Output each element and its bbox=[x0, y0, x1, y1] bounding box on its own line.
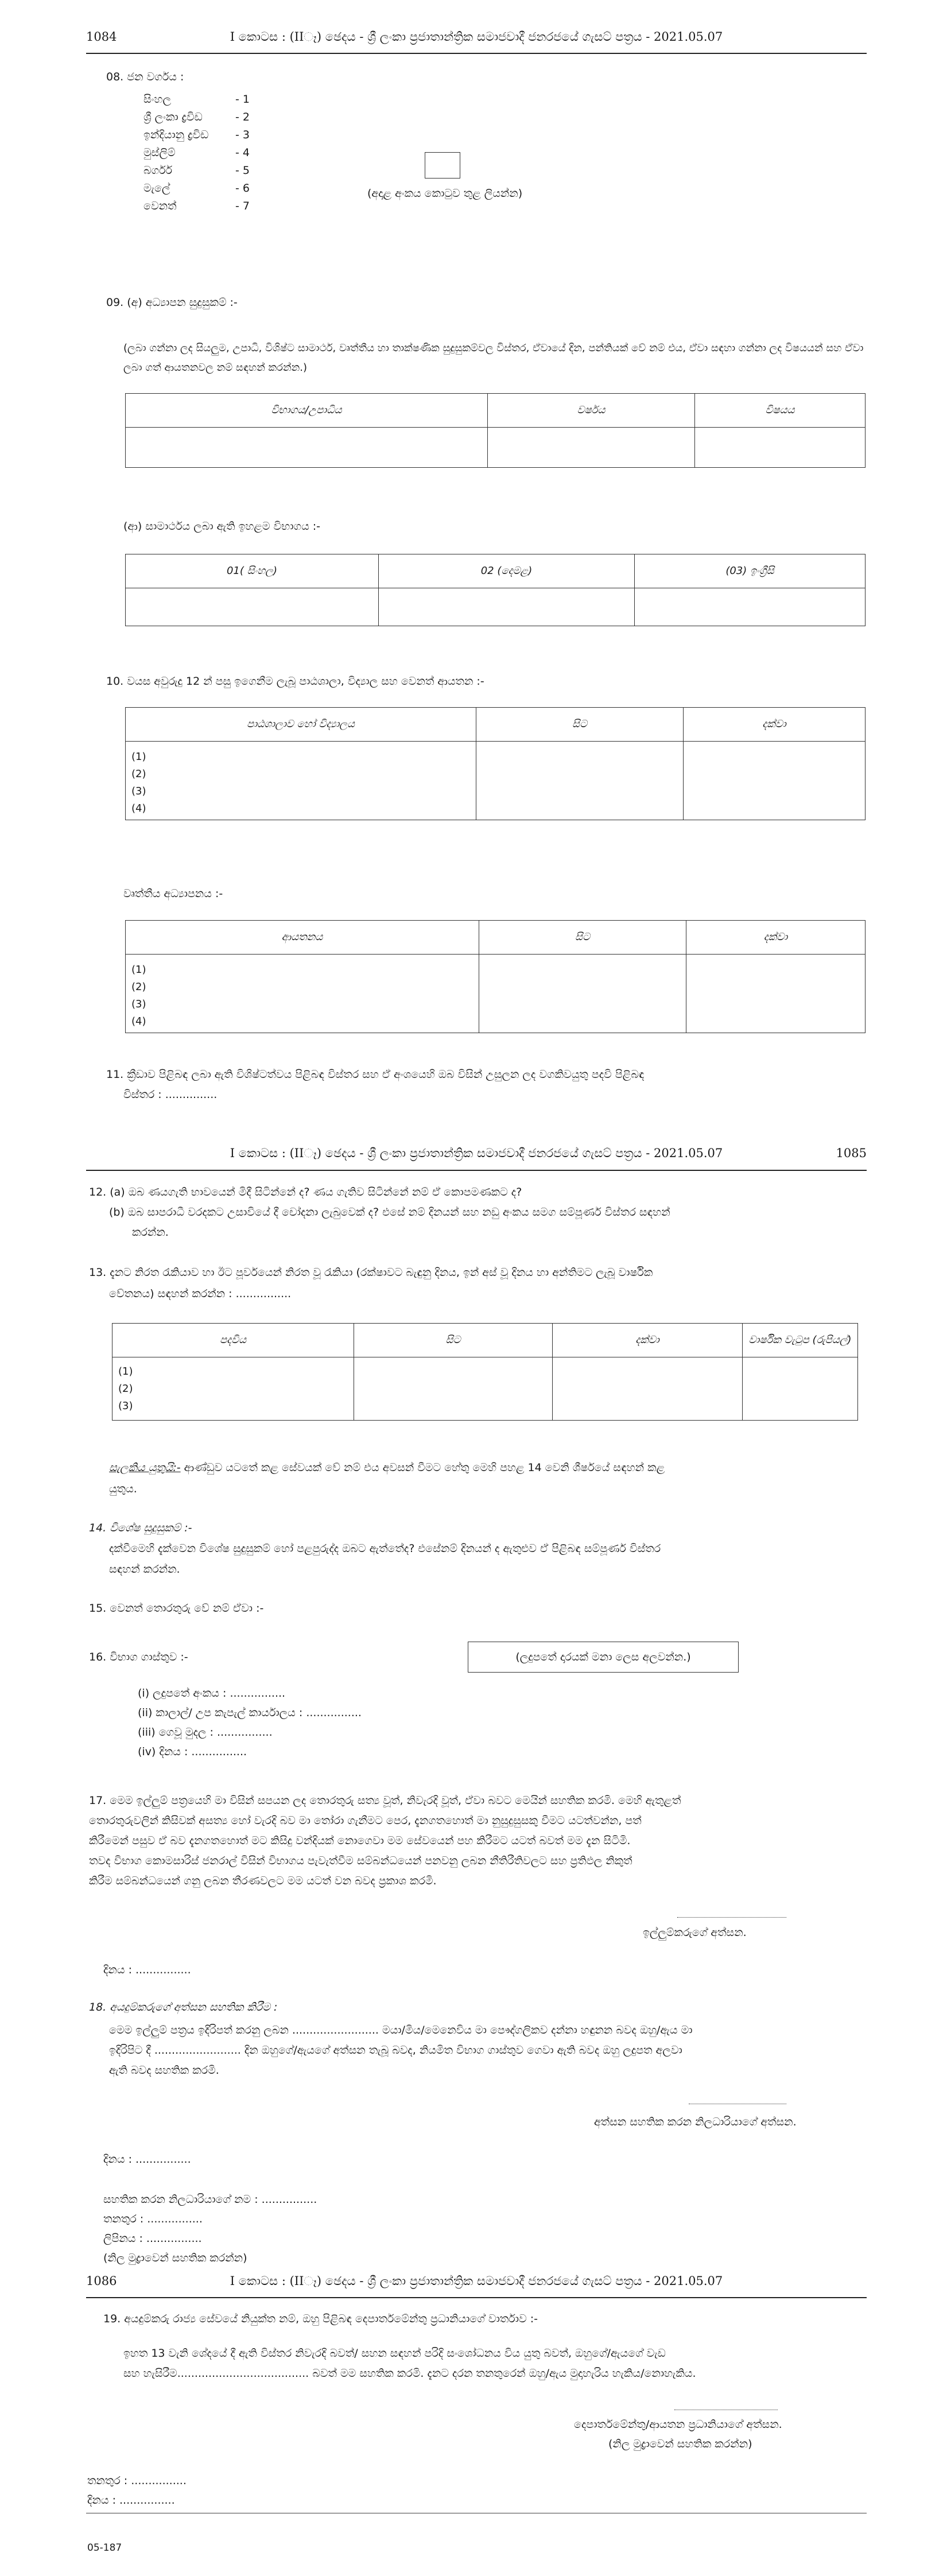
header-rule bbox=[86, 1170, 867, 1171]
employment-line2: වේතනය) සඳහන් කරන්න : ................ bbox=[109, 1287, 292, 1300]
page-number: 1084 bbox=[86, 30, 117, 44]
officer-stamp-note: (නිල මුද්‍රාවෙන් සහතික කරන්න) bbox=[103, 2252, 247, 2264]
col-institute: ආයතනය bbox=[126, 921, 479, 955]
dept-head-report-title: 19. අයදුම්කරු රාජ්‍ය සේවයේ නියුක්ත නම්, ඔහු පිළිබඳ දෙපාර්තමේන්තු ප්‍රධානියාගේ වාර්තාව :- bbox=[103, 2313, 538, 2325]
lang-cell-tamil[interactable] bbox=[379, 588, 635, 626]
race-box-note: (අදාළ අංකය කොටුව තුළ ලියන්න) bbox=[367, 187, 523, 200]
cert-line: මෙම ඉල්ලුම් පත්‍රය ඉදිරිපත් කරනු ලබන ......................... මයා/මිය/මෙනෙවිය මා පෞද්ගලිකව දන්නා හඳුනන බවද ඔහු/ඇය මා bbox=[109, 2024, 693, 2036]
race-name: මැලේ bbox=[143, 182, 170, 195]
exam-fee-item: (ii) කාලාල්/ උප කැපැල් කාර්යාලය : ................ bbox=[138, 1706, 362, 1719]
dept-head-designation: තනතුර : ................ bbox=[87, 2474, 187, 2487]
vocational-title: වෘත්තීය අධ්‍යාපනය :- bbox=[123, 887, 223, 900]
col-from: සිට bbox=[354, 1324, 553, 1357]
cert-line: ඇති බවද සහතික කරමි. bbox=[109, 2064, 219, 2077]
row-number: (1) bbox=[131, 964, 146, 976]
header-rule bbox=[86, 53, 867, 54]
col-sinhala: 01( සිංහල) bbox=[126, 554, 379, 588]
cert-date: දිනය : ................ bbox=[103, 2153, 191, 2166]
col-annual-salary: වාර්ෂික වැටුප (රුපියල්) bbox=[743, 1324, 858, 1357]
race-name: ඉන්දියානු ද්‍රවිඩ bbox=[143, 129, 209, 141]
cert-line: ඉදිරිපිට දී ......................... දින ඔහුගේ/ඇයගේ අත්සන තැබූ බවද, නියමිත විභාග ගාස්තුව ගෙවා ඇති බවද ඔහු ලදුපත අලවා bbox=[109, 2044, 682, 2057]
highest-exam-title: (ආ) සාමාර්ථය ලබා ඇති ඉහළම විභාගය :- bbox=[123, 520, 321, 533]
sports-line2: විස්තර : ............... bbox=[123, 1088, 218, 1101]
school-from-cell[interactable] bbox=[476, 742, 684, 820]
voc-from-cell[interactable] bbox=[479, 955, 686, 1033]
employment-line1: 13. දැනට නිරත රැකියාව හා ඊට පූර්වයෙන් නිරත වූ රැකියා (රක්ෂාවට බැඳුනු දිනය, ඉන් අස් වූ දිනය හා අන්තිමට ලැබූ වාර්ෂික bbox=[89, 1266, 653, 1279]
race-code: - 7 bbox=[235, 200, 250, 212]
qual-cell-year[interactable] bbox=[488, 428, 695, 468]
receipt-paste-box[interactable] bbox=[468, 1642, 739, 1673]
signature-cert-title: 18. අයදුම්කරුගේ අත්සන සහතික කිරීම : bbox=[89, 2001, 278, 2014]
page-header bbox=[86, 1145, 867, 1166]
row-number: (3) bbox=[131, 998, 146, 1010]
row-number: (3) bbox=[131, 785, 146, 797]
race-name: වෙනත් bbox=[143, 200, 177, 212]
voc-to-cell[interactable] bbox=[686, 955, 866, 1033]
col-to: දක්වා bbox=[553, 1324, 743, 1357]
vocational-rows[interactable] bbox=[126, 955, 479, 1033]
dept-head-report-line2: සහ හැසිරීම...................................... බවත් මම සහතික කරමි. දැනට දරන තනතුරෙන් ඔහු/ඇය මුදාහැරිය හැකිය/නොහැකිය. bbox=[123, 2367, 696, 2380]
sports-line1: 11. ක්‍රීඩාව පිළිබඳ ලබා ඇති විශිෂ්ටත්වය පිළිබඳ විස්තර සහ ඒ අංශයෙහි ඔබ විසින් උසුලන ලද වගකිවයුතු පදවි පිළිබඳ bbox=[106, 1068, 645, 1081]
dept-head-report-line1: ඉහත 13 වැනි ශේදයේ දී ඇති විස්තර නිවැරදි බවත්/ සහන සඳහන් පරිදි සංශෝධනය විය යුතු බවත්, ඔහුගේ/ඇයගේ වැඩ bbox=[123, 2347, 666, 2360]
col-year: වර්ෂය bbox=[488, 394, 695, 428]
race-item bbox=[143, 126, 281, 144]
col-post: පදවිය bbox=[112, 1324, 354, 1357]
col-from: සිට bbox=[476, 708, 684, 742]
special-qual-line2: සඳහන් කරන්න. bbox=[109, 1563, 180, 1576]
debt-question: 12. (a) ඔබ ණයගැති භාවයෙන් මිදී සිටින්නේ ද? ණය ගැතිව සිටින්නේ නම් ඒ කොපමණකට ද? bbox=[89, 1186, 522, 1198]
dept-head-signature-label: දෙපාර්තමේන්තු/ආයතන ප්‍රධානියාගේ අත්සන. bbox=[574, 2418, 782, 2431]
col-exam-degree: විභාගය/උපාධිය bbox=[126, 394, 488, 428]
dept-head-date: දිනය : ................ bbox=[87, 2494, 175, 2507]
col-subject: විෂයය bbox=[695, 394, 866, 428]
employment-note-cont: යුතුය. bbox=[109, 1483, 137, 1495]
school-to-cell[interactable] bbox=[684, 742, 866, 820]
vocational-table bbox=[125, 920, 866, 1033]
race-item bbox=[143, 197, 281, 215]
race-item bbox=[143, 144, 281, 162]
officer-signature-label: අත්සන සහතික කරන නිලධාරියාගේ අත්සන. bbox=[594, 2116, 797, 2128]
declaration-date: දිනය : ................ bbox=[103, 1964, 191, 1976]
employment-note bbox=[109, 1461, 665, 1476]
race-name: සිංහල bbox=[143, 93, 171, 106]
criminal-question: (b) ඔබ සාපරාධී වරදකට උසාවියේ දී චෝදනා ලැබුවෙක් ද? එසේ නම් දිනයන් සහ නඩු අංකය සමග සම්පූර්ණ විස්තර සඳහන් bbox=[109, 1206, 670, 1219]
col-to: දක්වා bbox=[686, 921, 866, 955]
race-item bbox=[143, 91, 281, 108]
employment-table bbox=[112, 1323, 858, 1421]
special-qual-title: 14. විශේෂ සුදුසුකම් :- bbox=[89, 1522, 192, 1534]
applicant-signature-label: ඉල්ලුම්කරුගේ අත්සන. bbox=[643, 1926, 747, 1939]
race-name: මුස්ලිම් bbox=[143, 146, 176, 159]
race-code: - 5 bbox=[235, 164, 250, 177]
applicant-signature-line[interactable] bbox=[677, 1917, 786, 1918]
header-rule bbox=[86, 2297, 867, 2298]
qual-cell-subject[interactable] bbox=[695, 428, 866, 468]
declaration bbox=[89, 1791, 864, 1891]
row-number: (2) bbox=[131, 981, 146, 993]
other-info-title: 15. වෙනත් තොරතුරු වේ නම් ඒවා :- bbox=[89, 1602, 264, 1615]
row-number: (3) bbox=[118, 1400, 133, 1412]
race-item bbox=[143, 180, 281, 197]
gazette-title: I කොටස : (IIෑ) ඡෙදය - ශ්‍රී ලංකා ප්‍රජාතාන්ත්‍රික සමාජවාදී ජනරජයේ ගැසට් පත්‍රය - 2021.05.07 bbox=[230, 30, 723, 44]
page-number: 1086 bbox=[86, 2274, 117, 2288]
emp-to-cell[interactable] bbox=[553, 1357, 743, 1421]
exam-fee-item: (i) ලදුපතේ අංකය : ................ bbox=[138, 1687, 286, 1700]
exam-fee-title: 16. විභාග ගාස්තුව :- bbox=[89, 1651, 188, 1663]
lang-cell-english[interactable] bbox=[635, 588, 866, 626]
race-name: ශ්‍රී ලංකා ද්‍රවිඩ bbox=[143, 111, 203, 123]
page-header bbox=[86, 2273, 867, 2294]
special-qual-line1: දක්වීමෙහි දැක්වෙන විශේෂ සුදුසුකම් හෝ පළපුරුද්ද ඔබට ඇත්තේද? එසේනම් දිනයන් ද ඇතුළුව ඒ පිළිබඳ සම්පූර්ණ විස්තර bbox=[109, 1542, 661, 1555]
gazette-title: I කොටස : (IIෑ) ඡෙදය - ශ්‍රී ලංකා ප්‍රජාතාන්ත්‍රික සමාජවාදී ජනරජයේ ගැසට් පත්‍රය - 2021.05.07 bbox=[230, 2274, 723, 2288]
education-title: 09. (අ) අධ්‍යාපන සුදුසුකම් :- bbox=[106, 296, 238, 309]
page-1084 bbox=[0, 0, 947, 1125]
gazette-title: I කොටස : (IIෑ) ඡෙදය - ශ්‍රී ලංකා ප්‍රජාතාන්ත්‍රික සමාජවාදී ජනරජයේ ගැසට් පත්‍රය - 2021.05.07 bbox=[230, 1146, 723, 1160]
col-english: (03) ඉංග්‍රීසි bbox=[635, 554, 866, 588]
signature-cert-text bbox=[109, 2020, 867, 2081]
exam-fee-item: (iii) ගෙවූ මුදල : ................ bbox=[138, 1726, 273, 1739]
col-from: සිට bbox=[479, 921, 686, 955]
race-code: - 2 bbox=[235, 111, 250, 123]
declaration-line: කිරීම සම්බන්ධයෙන් ගනු ලබන තීරණවලට මම යටත් වන බවද ප්‍රකාශ කරමි. bbox=[89, 1875, 437, 1887]
note-label: සැලකිය යුතුයි:- bbox=[109, 1461, 181, 1474]
row-number: (2) bbox=[131, 768, 146, 780]
row-number: (1) bbox=[118, 1365, 133, 1378]
race-code: - 4 bbox=[235, 146, 250, 159]
education-note: (ලබා ගන්නා ලද සියලුම, උපාධි, විශිෂ්ට සාමාර්ථ, වෘත්තීය හා තාක්ෂණික සුදුසුකම්වල විස්තර, ඒවායේ දින, පන්තියක් වේ නම් එය, ඒවා සඳහා ගන්නා ලද විෂයයන් සහ ඒවා ලබා ගත් ආයතනවල නම් සඳහන් කරන්න.) bbox=[123, 342, 864, 374]
qual-cell-exam[interactable] bbox=[126, 428, 488, 468]
officer-name: සහතික කරන නිලධාරියාගේ නම : ................ bbox=[103, 2193, 317, 2206]
footer-code: 05-187 bbox=[87, 2542, 122, 2554]
race-code-box[interactable] bbox=[425, 152, 460, 179]
schools-title: 10. වයස අවුරුදු 12 න් පසු ඉගෙනීම ලැබූ පාඨශාලා, විද්‍යාල සහ වෙනත් ආයතන :- bbox=[106, 675, 484, 688]
exam-fee-items bbox=[138, 1685, 362, 1763]
declaration-line: කිරීමෙන් පසුව ඒ බව දැනගතහොත් මට කිසිදු වන්දියක් නොගෙවා මම සේවයෙන් පහ කිරීමට යටත් බවත් මම දැන සිටිමි. bbox=[89, 1834, 631, 1847]
col-to: දක්වා bbox=[684, 708, 866, 742]
race-code: - 6 bbox=[235, 182, 250, 195]
page-header bbox=[86, 29, 867, 49]
school-rows[interactable] bbox=[126, 742, 476, 820]
page-1085 bbox=[0, 1125, 947, 2250]
emp-salary-cell[interactable] bbox=[743, 1357, 858, 1421]
criminal-question-cont: කරන්න. bbox=[132, 1226, 169, 1239]
employment-rows[interactable] bbox=[112, 1357, 354, 1421]
race-item bbox=[143, 108, 281, 126]
qualifications-table bbox=[125, 393, 866, 468]
race-section-title: 08. ජන වර්ගය : bbox=[106, 71, 184, 83]
page-1086 bbox=[0, 2273, 947, 2576]
race-item bbox=[143, 162, 281, 180]
row-number: (4) bbox=[131, 1015, 146, 1027]
race-code: - 3 bbox=[235, 129, 250, 141]
schools-table bbox=[125, 707, 866, 820]
lang-cell-sinhala[interactable] bbox=[126, 588, 379, 626]
exam-fee-item: (iv) දිනය : ................ bbox=[138, 1745, 247, 1758]
row-number: (4) bbox=[131, 802, 146, 814]
row-number: (2) bbox=[118, 1383, 133, 1395]
race-list bbox=[143, 91, 281, 215]
highest-exam-table bbox=[125, 554, 866, 626]
dept-head-stamp-note: (නිල මුද්‍රාවෙන් සහතික කරන්න) bbox=[608, 2438, 752, 2450]
emp-from-cell[interactable] bbox=[354, 1357, 553, 1421]
race-name: බර්ගර් bbox=[143, 164, 173, 177]
row-number: (1) bbox=[131, 751, 146, 763]
receipt-box-note: (ලදුපතේ දාරයක් මනා ලෙස අලවන්න.) bbox=[515, 1651, 691, 1663]
officer-designation: තනතුර : ................ bbox=[103, 2213, 203, 2225]
page-number: 1085 bbox=[836, 1146, 867, 1160]
declaration-line: තවද විභාග කොමසාරිස් ජනරාල් විසින් විභාගය පැවැත්වීම සම්බන්ධයෙන් පනවනු ලබන නීතිරීතිවලට සහ ප්‍රතිඵල නිකුත් bbox=[89, 1855, 632, 1867]
declaration-line: තොරතුරුවලින් කිසිවක් අසත්‍ය හෝ වැරදි බව මා තෝරා ගැනීමට පෙර, දැනගතහොත් මා නුසුදුසුසකු වීමට යටත්වන්න, පත් bbox=[89, 1814, 642, 1827]
officer-address: ලිපිනය : ................ bbox=[103, 2232, 202, 2245]
race-code: - 1 bbox=[235, 93, 250, 106]
note-text: ආණ්ඩුව යටතේ කළ සේවයක් වේ නම් එය අවසන් වීමට හේතු මෙහි පහළ 14 වෙනි ශීර්ෂයේ සඳහන් කළ bbox=[184, 1461, 665, 1474]
col-tamil: 02 (දෙමළ) bbox=[379, 554, 635, 588]
col-school: පාඨශාලාව හෝ විද්‍යාලය bbox=[126, 708, 476, 742]
declaration-line: 17. මෙම ඉල්ලුම් පත්‍රයෙහි මා විසින් සපයන ලද තොරතුරු සත්‍ය වූත්, නිවැරදි වූත්, ඒවා බවට මෙයින් සහතික කරමි. මෙහි ඇතුළත් bbox=[89, 1794, 681, 1807]
